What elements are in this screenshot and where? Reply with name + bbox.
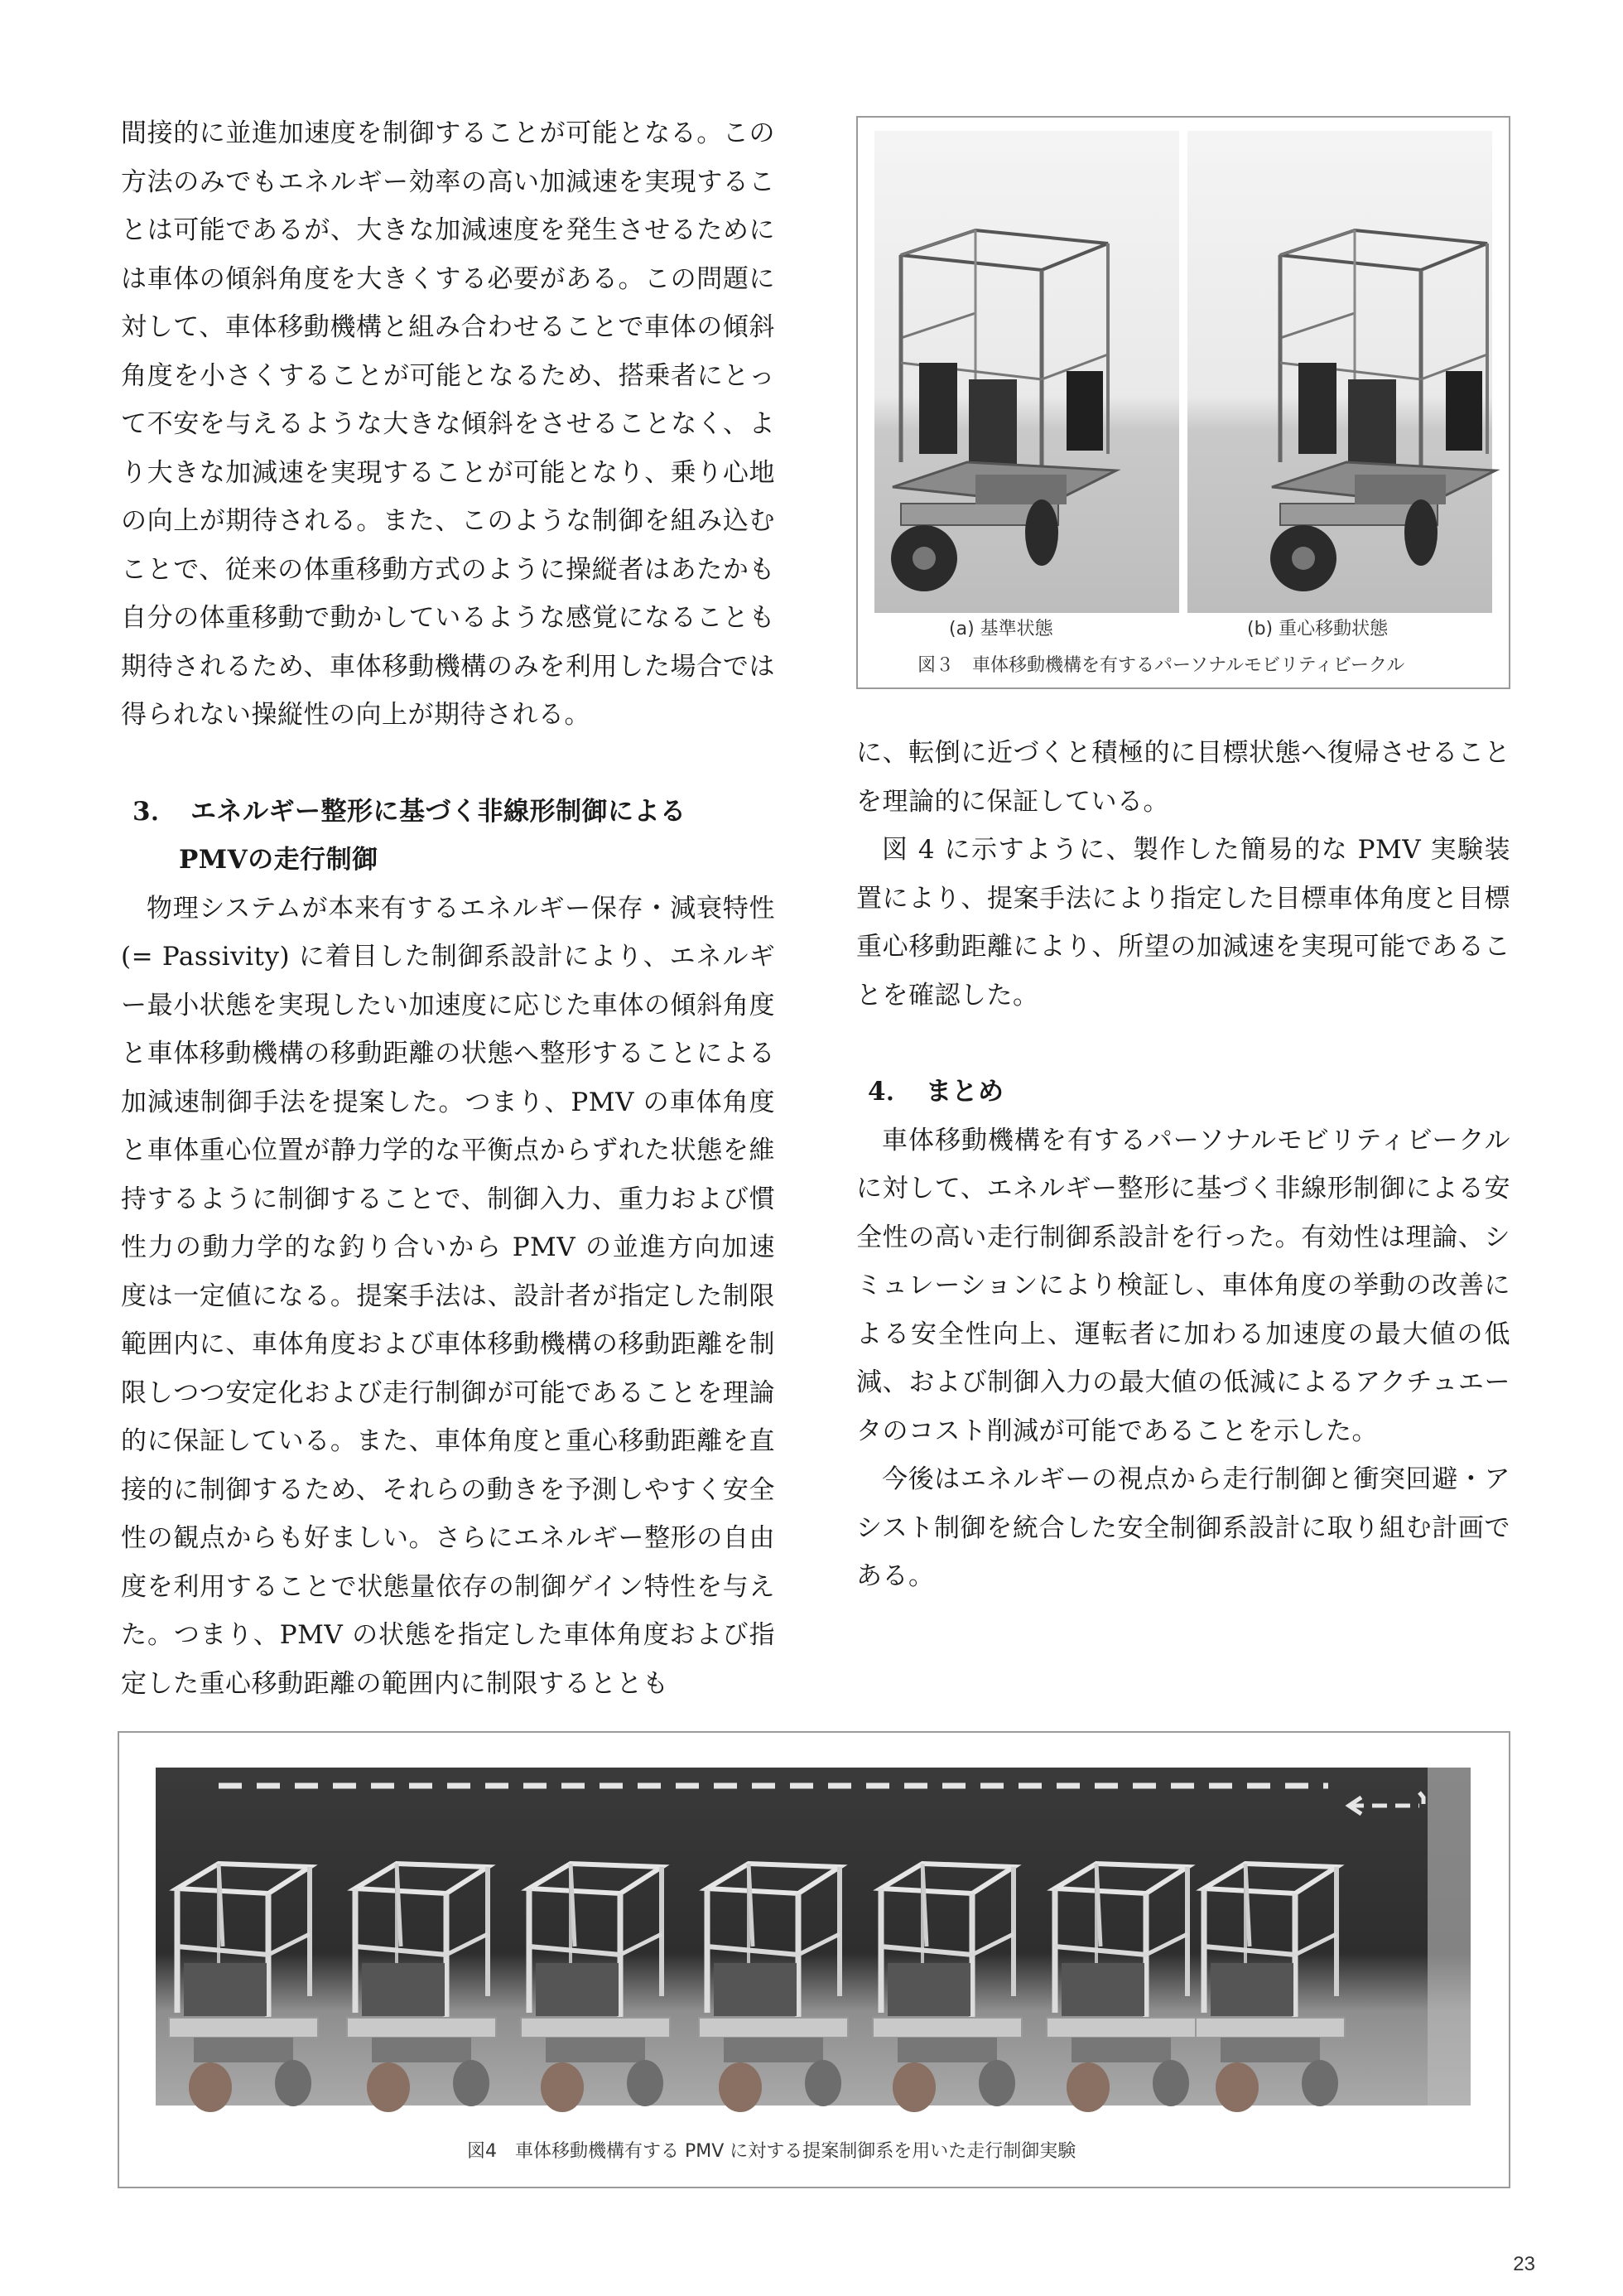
section-title-line2: PMVの走行制御 (179, 845, 378, 875)
body-paragraph: 今後はエネルギーの視点から走行制御と衝突回避・アシスト制御を統合した安全制御系設計に取り組む計画である。 (856, 1464, 1510, 1591)
figure-3a-label: (a) 基準状態 (949, 619, 1053, 639)
section-4-heading (856, 1068, 1510, 1117)
right-column (856, 729, 1510, 1601)
body-paragraph: 間接的に並進加速度を制御することが可能となる。この方法のみでもエネルギー効率の高い加減速を実現することは可能であるが、大きな加減速度を発生させるためには車体の傾斜角度を大きくする必要がある。この問題に対して、車体移動機構と組み合わせることで車体の傾斜角度を小さくすることが可能となるため、搭乗者にとって不安を与えるような大きな傾斜をさせることなく、より大きな加減速を実現することが可能となり、乗り心地の向上が期待される。また、このような制御を組み込むことで、従来の体重移動方式のように操縦者はあたかも自分の体重移動で動かしているような感覚になることも期待されるため、車体移動機構のみを利用した場合では得られない操縦性の向上が期待される。 (121, 118, 775, 730)
figure-4-photo (119, 1733, 1509, 2187)
section-number: 3． (132, 796, 177, 827)
figure-3-caption: 図３ 車体移動機構を有するパーソナルモビリティビークル (917, 655, 1405, 676)
body-paragraph: に、転倒に近づくと積極的に目標状態へ復帰させることを理論的に保証している。 (856, 738, 1510, 817)
figure-4 (118, 1731, 1510, 2188)
section-title: まとめ (926, 1077, 1004, 1107)
section-3-heading (121, 788, 775, 885)
figure-3b-label: (b) 重心移動状態 (1247, 619, 1389, 639)
figure-4-caption: 図4 車体移動機構有する PMV に対する提案制御系を用いた走行制御実験 (467, 2141, 1076, 2162)
body-paragraph: 図 4 に示すように、製作した簡易的な PMV 実験装置により、提案手法により指定した目標車体角度と目標重心移動距離により、所望の加減速を実現可能であることを確認した。 (856, 835, 1510, 1011)
left-column (121, 109, 775, 1708)
section-title-line1: エネルギー整形に基づく非線形制御による (190, 796, 686, 827)
body-paragraph: 物理システムが本来有するエネルギー保存・減衰特性 (= Passivity) に着目した制御系設計により、エネルギー最小状態を実現したい加速度に応じた車体の傾斜角度と車体移動機構の移動距離の状態へ整形することによる加減速制御手法を提案した。つまり、PMV の車体角度と車体重心位置が静力学的な平衡点からずれた状態を維持するように制御することで、制御入力、重力および慣性力の動力学的な釣り合いから PMV の並進方向加速度は一定値になる。提案手法は、設計者が指定した制限範囲内に、車体角度および車体移動機構の移動距離を制限しつつ安定化および走行制御が可能であることを理論的に保証している。また、車体角度と重心移動距離を直接的に制御するため、それらの動きを予測しやすく安全性の観点からも好ましい。さらにエネルギー整形の自由度を利用することで状態量依存の制御ゲイン特性を与えた。つまり、PMV の状態を指定した車体角度および指定した重心移動距離の範囲内に制限するととも (121, 893, 775, 1699)
section-number: 4． (868, 1077, 913, 1107)
figure-3 (856, 116, 1510, 689)
figure-3-photos (858, 118, 1509, 687)
body-paragraph: 車体移動機構を有するパーソナルモビリティビークルに対して、エネルギー整形に基づく非線形制御による安全性の高い走行制御系設計を行った。有効性は理論、シミュレーションにより検証し、車体角度の挙動の改善による安全性向上、運転者に加わる加速度の最大値の低減、および制御入力の最大値の低減によるアクチュエータのコスト削減が可能であることを示した。 (856, 1125, 1510, 1446)
page-number: 23 (1513, 2253, 1535, 2275)
